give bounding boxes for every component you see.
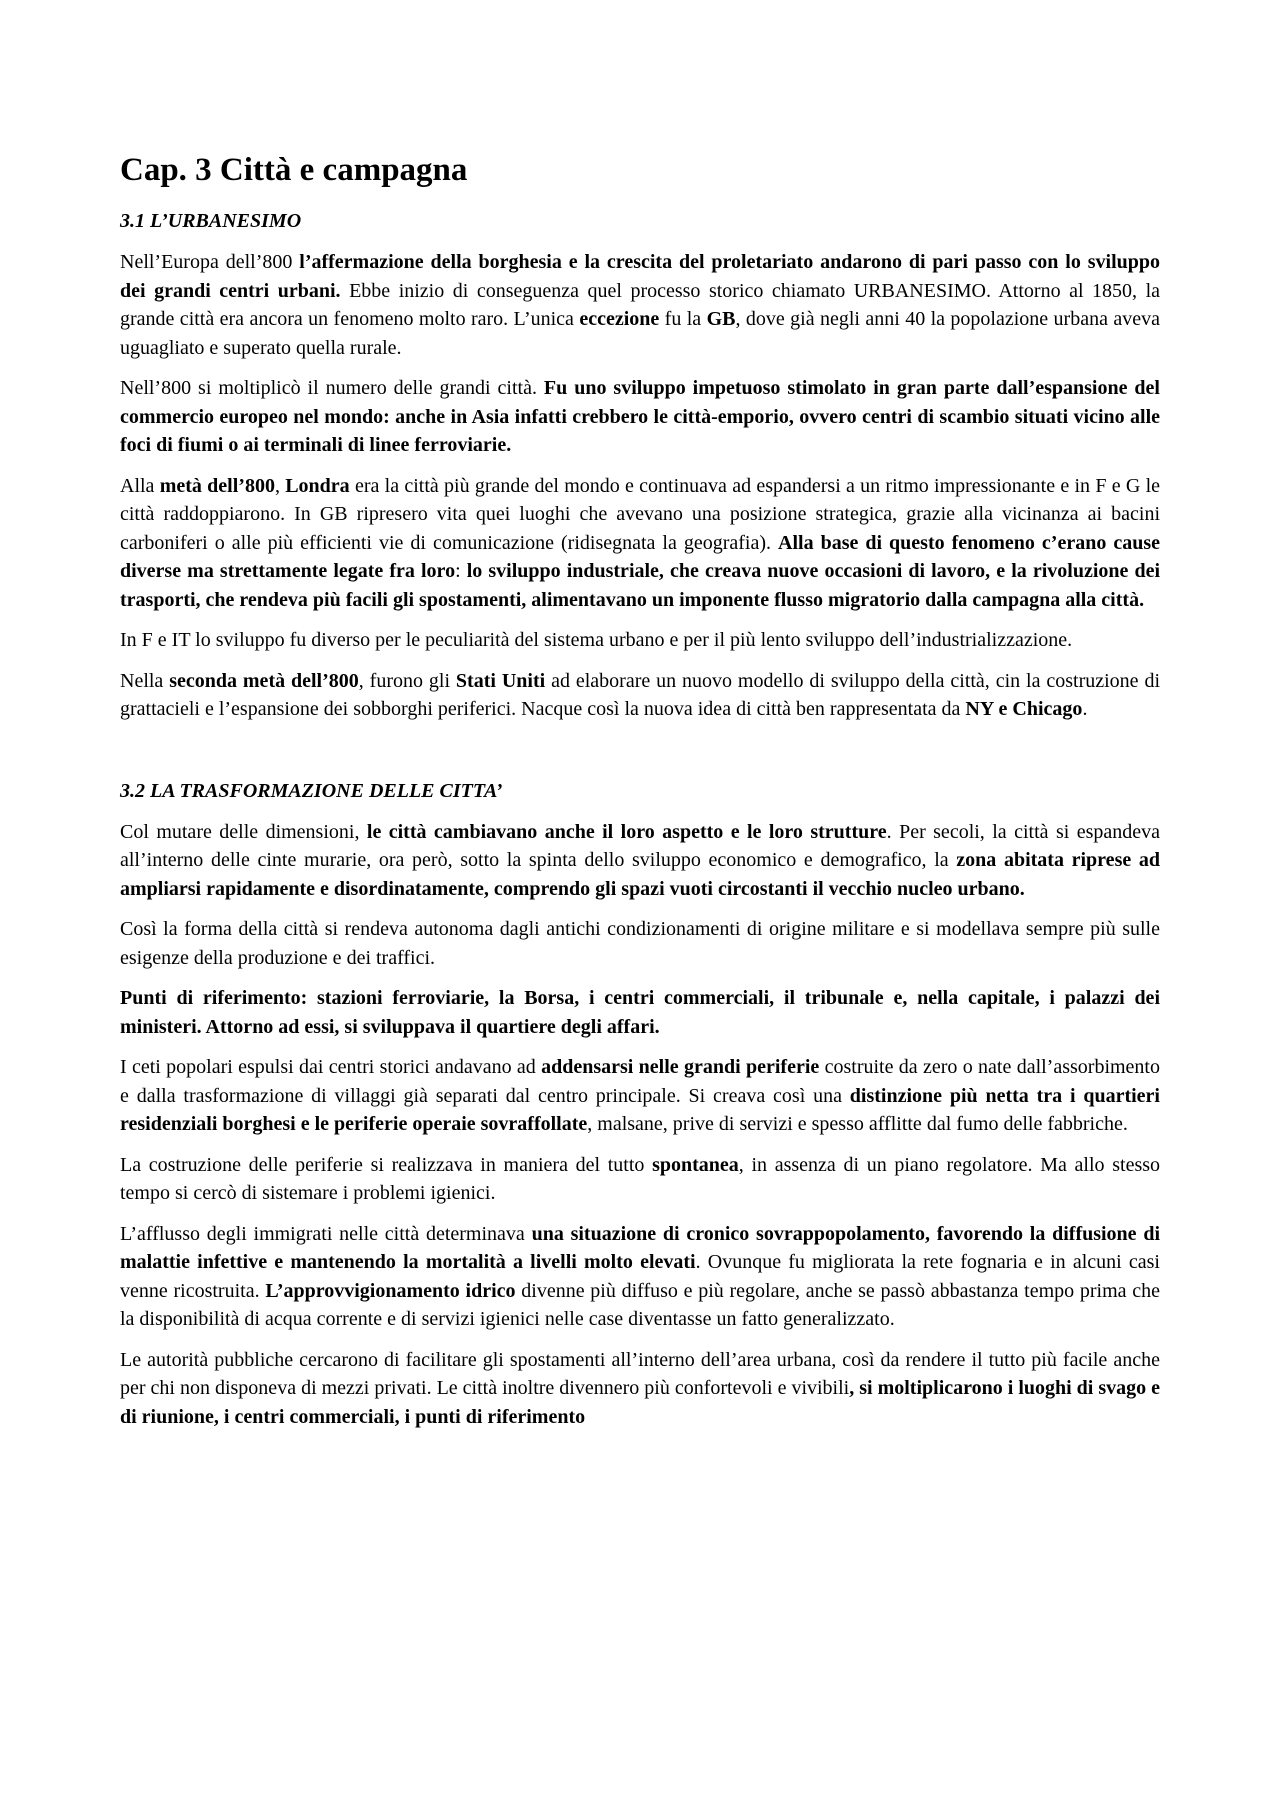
text-run: : [455, 560, 467, 582]
text-run: Nella [120, 669, 170, 692]
text-run: ad elaborare un nuovo modello di sviluppo della città, cin la costruzione di grattacieli e l’espansione dei sobborghi periferici. Nacque così la nuova idea di città ben rappresentata da [120, 669, 1161, 720]
text-run: fu la [659, 308, 707, 330]
text-run: costruite da zero o nate dall’assorbimento e dalla trasformazione di villaggi già separati dal centro principale. Si creava così una [120, 1056, 1160, 1107]
text-run: Alla [120, 474, 160, 497]
bold-text: eccezione [579, 308, 660, 330]
chapter-title: Cap. 3 Città e campagna [120, 152, 468, 188]
bold-text: una situazione di cronico sovrappopolamento, favorendo la diffusione di malattie infettive e mantenendo la mortalità a livelli molto elevati [120, 1222, 1161, 1273]
paragraph [120, 818, 1160, 904]
paragraph [120, 1151, 1160, 1208]
text-run: La costruzione delle periferie si realizzava in maniera del tutto [120, 1153, 653, 1176]
bold-text: l’affermazione della borghesia e la crescita del proletariato andarono di pari passo con lo sviluppo dei grandi centri urbani. [120, 251, 1161, 302]
bold-text: Stati Uniti [455, 669, 546, 692]
text-run: , [274, 474, 286, 497]
paragraph [120, 915, 1160, 972]
text-run: Col mutare delle dimensioni, [120, 820, 367, 843]
text-run: Ebbe inizio di conseguenza quel processo storico chiamato URBANESIMO. Attorno al 1850, la grande città era ancora un fenomeno molto raro. L’unica [120, 279, 1160, 330]
bold-text: metà dell’800 [159, 474, 275, 497]
paragraph [120, 374, 1160, 460]
bold-text: Fu uno sviluppo impetuoso stimolato in gran parte dall’espansione del commercio europeo nel mondo: anche in Asia infatti crebbero le città-emporio, ovvero centri di scambio situati vicino alle foci di fiumi o ai terminali di linee ferroviarie. [120, 377, 1160, 456]
bold-text: L’approvvigionamento idrico [265, 1279, 516, 1302]
paragraph [120, 1220, 1160, 1334]
text-run: In F e IT lo sviluppo fu diverso per le peculiarità del sistema urbano e per il più lento sviluppo dell’industrializzazione. [120, 629, 1073, 651]
paragraph [120, 472, 1160, 615]
text-run: Le autorità pubbliche cercarono di facilitare gli spostamenti all’interno dell’area urbana, così da rendere il tutto più facile anche per chi non disponeva di mezzi privati. Le città inoltre divennero più confortevoli e vivibili [120, 1348, 1160, 1399]
section-heading: 3.1 L’URBANESIMO [120, 210, 302, 232]
bold-text: Punti di riferimento: stazioni ferroviarie, la Borsa, i centri commerciali, il tribunale e, nella capitale, i palazzi dei ministeri. Attorno ad essi, si sviluppava il quartiere degli affari. [120, 987, 1160, 1038]
text-run: I ceti popolari espulsi dai centri storici andavano ad [120, 1056, 542, 1078]
bold-text: zona abitata riprese ad ampliarsi rapidamente e disordinatamente, comprendo gli spazi vuoti circostanti il vecchio nucleo urbano. [120, 849, 1161, 900]
bold-text: spontanea [652, 1153, 739, 1176]
text-run: Nell’Europa dell’800 [120, 251, 300, 273]
text-run: divenne più diffuso e più regolare, anche se passò abbastanza tempo prima che la disponibilità di acqua corrente e di servizi igienici nelle case diventasse un fatto generalizzato. [120, 1279, 1161, 1330]
paragraph [120, 1346, 1160, 1432]
paragraph [120, 1053, 1160, 1139]
bold-text: Londra [285, 474, 350, 497]
text-run: , malsane, prive di servizi e spesso afflitte dal fumo delle fabbriche. [587, 1113, 1128, 1135]
paragraph [120, 248, 1160, 362]
bold-text: Alla base di questo fenomeno c’erano cause diverse ma strettamente legate fra loro [120, 531, 1160, 582]
text-run: , in assenza di un piano regolatore. Ma allo stesso tempo si cercò di sistemare i problemi igienici. [120, 1153, 1161, 1204]
paragraph [120, 667, 1160, 724]
text-run: Nell’800 si moltiplicò il numero delle grandi città. [120, 377, 544, 399]
text-run: Così la forma della città si rendeva autonoma dagli antichi condizionamenti di origine militare e si modellava sempre più sulle esigenze della produzione e dei traffici. [120, 918, 1160, 969]
text-run: L’afflusso degli immigrati nelle città determinava [120, 1222, 532, 1245]
bold-text: GB [706, 308, 736, 330]
text-run: . [1082, 698, 1088, 720]
document-body [120, 208, 1160, 1431]
bold-text: lo sviluppo industriale, che creava nuove occasioni di lavoro, e la rivoluzione dei trasporti, che rendeva più facili gli spostamenti, alimentavano un imponente flusso migratorio dalla campagna alla città. [120, 560, 1161, 611]
bold-text: , si moltiplicarono i luoghi di svago e di riunione, i centri commerciali, i punti di riferimento [120, 1377, 1161, 1428]
paragraph [120, 626, 1160, 655]
bold-text: NY e Chicago [965, 698, 1083, 720]
document-page [120, 150, 1160, 1443]
bold-text: seconda metà dell’800 [169, 669, 359, 692]
bold-text: le città cambiavano anche il loro aspetto e le loro strutture [366, 820, 887, 843]
text-run: , furono gli [358, 669, 456, 692]
section-heading: 3.2 LA TRASFORMAZIONE DELLE CITTA’ [120, 779, 503, 802]
text-run: . Per secoli, la città si espandeva all’interno delle cinte murarie, ora però, sotto la spinta dello sviluppo economico e demografico, la [120, 820, 1160, 871]
text-run: . Ovunque fu migliorata la rete fognaria e in alcuni casi venne ricostruita. [120, 1251, 1160, 1302]
text-run: , dove già negli anni 40 la popolazione urbana aveva uguagliato e superato quella rurale. [120, 308, 1161, 359]
bold-text: addensarsi nelle grandi periferie [541, 1056, 820, 1078]
paragraph [120, 984, 1160, 1041]
bold-text: distinzione più netta tra i quartieri residenziali borghesi e le periferie operaie sovraffollate [120, 1084, 1160, 1135]
text-run: era la città più grande del mondo e continuava ad espandersi a un ritmo impressionante e in F e G le città raddoppiarono. In GB ripresero vita quei luoghi che avevano una posizione strategica, grazie alla vicinanza ai bacini carboniferi o alle più efficienti vie di comunicazione (ridisegnata la geografia). [120, 474, 1160, 554]
